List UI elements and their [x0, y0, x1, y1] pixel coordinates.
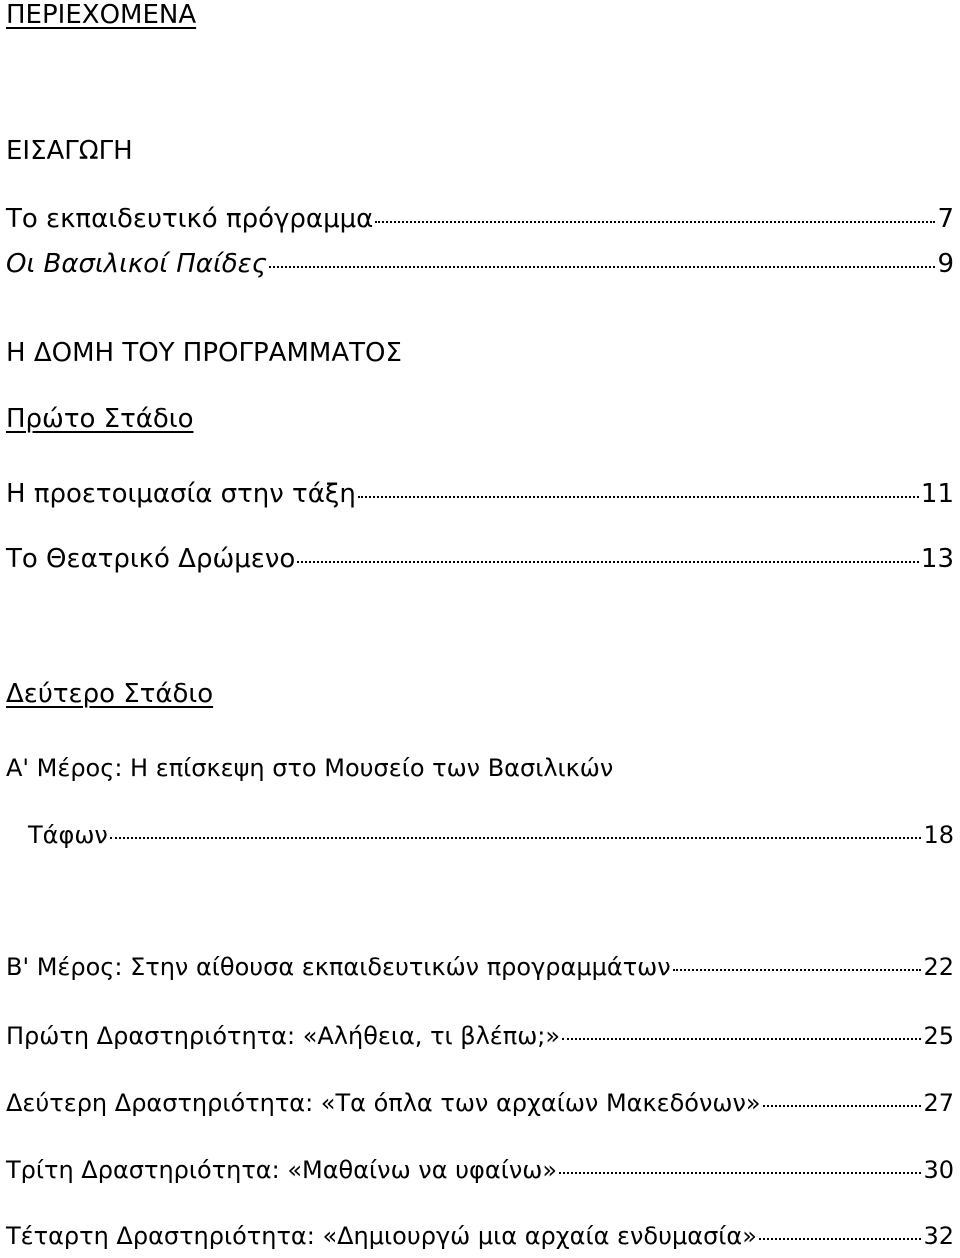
toc-entry-label: Δεύτερη Δραστηριότητα: «Τα όπλα των αρχαίων Μακεδόνων»	[6, 1089, 761, 1117]
section-heading-structure: Η ΔΟΜΗ ΤΟΥ ΠΡΟΓΡΑΜΜΑΤΟΣ	[6, 338, 402, 368]
toc-entry-label: Το εκπαιδευτικό πρόγραμμα	[6, 204, 374, 234]
toc-entry-page: 22	[923, 953, 954, 981]
toc-entry-page: 18	[923, 821, 954, 849]
toc-entry	[6, 1091, 954, 1115]
dot-leader	[375, 221, 935, 223]
dot-leader	[110, 837, 922, 839]
toc-entry-label: Οι Βασιλικοί Παίδες	[6, 249, 267, 279]
toc-entry-label: Τρίτη Δραστηριότητα: «Μαθαίνω να υφαίνω»	[6, 1156, 558, 1184]
toc-entry	[28, 823, 954, 847]
toc-entry-page: 32	[923, 1222, 954, 1250]
toc-entry	[6, 955, 954, 979]
toc-entry-page: 9	[937, 249, 954, 279]
toc-entry-page: 27	[923, 1089, 954, 1117]
toc-entry-page: 13	[920, 544, 954, 574]
toc-entry-page: 30	[923, 1156, 954, 1184]
toc-entry	[6, 546, 954, 572]
toc-entry-page: 7	[937, 204, 954, 234]
toc-entry-label-part-a: Α' Μέρος: Η επίσκεψη στο Μουσείο των Βασιλικών	[6, 754, 614, 782]
dot-leader	[297, 561, 919, 563]
dot-leader	[358, 496, 919, 498]
toc-entry-label: Β' Μέρος: Στην αίθουσα εκπαιδευτικών προγραμμάτων	[6, 953, 671, 981]
dot-leader	[559, 1172, 921, 1174]
dot-leader	[763, 1105, 922, 1107]
toc-entry	[6, 1224, 954, 1248]
toc-entry-label: Το Θεατρικό Δρώμενο	[6, 544, 296, 574]
dot-leader	[673, 969, 922, 971]
toc-entry-label: Πρώτη Δραστηριότητα: «Αλήθεια, τι βλέπω;»	[6, 1022, 561, 1050]
dot-leader	[759, 1238, 922, 1240]
toc-entry	[6, 251, 954, 277]
toc-title: ΠΕΡΙΕΧΟΜΕΝΑ	[6, 0, 197, 30]
toc-entry	[6, 1024, 954, 1048]
section-heading-introduction: ΕΙΣΑΓΩΓΗ	[6, 136, 133, 166]
dot-leader	[269, 266, 935, 268]
toc-entry	[6, 1158, 954, 1182]
stage-heading-second: Δεύτερο Στάδιο	[6, 679, 214, 709]
toc-entry	[6, 206, 954, 232]
toc-entry-label: Η προετοιμασία στην τάξη	[6, 479, 356, 509]
toc-entry	[6, 481, 954, 507]
toc-entry-label: Τέταρτη Δραστηριότητα: «Δημιουργώ μια αρχαία ενδυμασία»	[6, 1222, 757, 1250]
toc-entry-label: Τάφων	[28, 821, 108, 849]
stage-heading-first: Πρώτο Στάδιο	[6, 404, 194, 434]
toc-entry-page: 25	[923, 1022, 954, 1050]
toc-entry-page: 11	[920, 479, 954, 509]
dot-leader	[562, 1038, 921, 1040]
